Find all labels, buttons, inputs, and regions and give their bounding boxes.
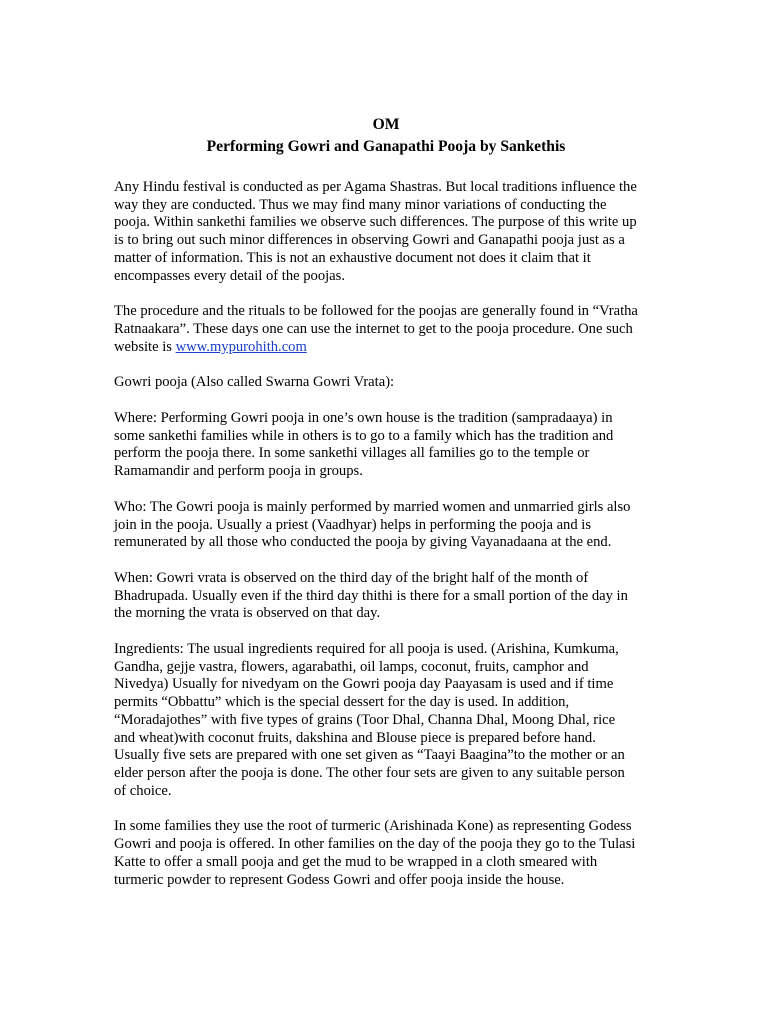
paragraph-who <box>114 499 658 552</box>
title-line-main: Performing Gowri and Ganapathi Pooja by Sankethis <box>206 138 566 155</box>
document-title <box>114 114 658 158</box>
text-line: Katte to offer a small pooja and get the mud to be wrapped in a cloth smeared with <box>114 853 598 870</box>
text-line: encompasses every detail of the poojas. <box>114 267 345 284</box>
text-line: matter of information. This is not an exhaustive document not does it claim that it <box>114 249 591 266</box>
text-line: some sankethi families while in others is to go to a family which has the tradition and <box>114 427 614 444</box>
paragraph-intro <box>114 179 658 285</box>
link-prefix-text: website is <box>114 338 176 355</box>
text-line: way they are conducted. Thus we may find many minor variations of conducting the <box>114 196 607 213</box>
text-line: turmeric powder to represent Godess Gowri and offer pooja inside the house. <box>114 871 565 888</box>
text-line: The procedure and the rituals to be followed for the poojas are generally found in “Vratha <box>114 303 638 320</box>
text-line: Ingredients: The usual ingredients required for all pooja is used. (Arishina, Kumkuma, <box>114 641 619 658</box>
text-line: perform the pooja there. In some sankethi villages all families go to the temple or <box>114 445 590 462</box>
text-line: In some families they use the root of turmeric (Arishinada Kone) as representing Godess <box>114 818 632 835</box>
text-line-with-link <box>114 339 658 357</box>
text-line: remunerated by all those who conducted the pooja by giving Vayanadaana at the end. <box>114 534 612 551</box>
paragraph-turmeric <box>114 818 658 889</box>
text-line: the morning the vrata is observed on that day. <box>114 605 381 622</box>
text-line: Where: Performing Gowri pooja in one’s own house is the tradition (sampradaaya) in <box>114 410 613 427</box>
text-line: Who: The Gowri pooja is mainly performed by married women and unmarried girls also <box>114 498 631 515</box>
text-line: Bhadrupada. Usually even if the third day thithi is there for a small portion of the day in <box>114 587 628 604</box>
text-line: and wheat)with coconut fruits, dakshina and Blouse piece is prepared before hand. <box>114 729 596 746</box>
text-line: pooja. Within sankethi families we observe such differences. The purpose of this write up <box>114 214 637 231</box>
paragraph-when <box>114 570 658 623</box>
text-line: Ramamandir and perform pooja in groups. <box>114 463 363 480</box>
text-line: Nivedya) Usually for nivedyam on the Gowri pooja day Paayasam is used and if time <box>114 676 614 693</box>
text-line: Usually five sets are prepared with one set given as “Taayi Baagina”to the mother or an <box>114 747 625 764</box>
text-line: permits “Obbattu” which is the special dessert for the day is used. In addition, <box>114 694 570 711</box>
text-line: elder person after the pooja is done. The other four sets are given to any suitable person <box>114 764 625 781</box>
text-line: Gowri and pooja is offered. In other families on the day of the pooja they go to the Tulasi <box>114 836 636 853</box>
text-line: of choice. <box>114 782 172 799</box>
text-line: join in the pooja. Usually a priest (Vaadhyar) helps in performing the pooja and is <box>114 516 592 533</box>
paragraph-ingredients <box>114 641 658 800</box>
text-line: When: Gowri vrata is observed on the third day of the bright half of the month of <box>114 569 589 586</box>
text-line: “Moradajothes” with five types of grains (Toor Dhal, Channa Dhal, Moong Dhal, rice <box>114 711 616 728</box>
title-line-om: OM <box>372 116 400 133</box>
text-line: Gowri pooja (Also called Swarna Gowri Vrata): <box>114 374 395 391</box>
paragraph-gowri-heading <box>114 374 658 392</box>
paragraph-where <box>114 410 658 481</box>
text-line: Ratnaakara”. These days one can use the internet to get to the pooja procedure. One such <box>114 320 633 337</box>
website-link[interactable]: www.mypurohith.com <box>175 338 307 355</box>
text-line: is to bring out such minor differences in observing Gowri and Ganapathi pooja just as a <box>114 232 625 249</box>
text-line: Gandha, gejje vastra, flowers, agarabathi, oil lamps, coconut, fruits, camphor and <box>114 658 589 675</box>
paragraph-procedure <box>114 303 658 356</box>
text-line: Any Hindu festival is conducted as per Agama Shastras. But local traditions influence the <box>114 179 637 195</box>
